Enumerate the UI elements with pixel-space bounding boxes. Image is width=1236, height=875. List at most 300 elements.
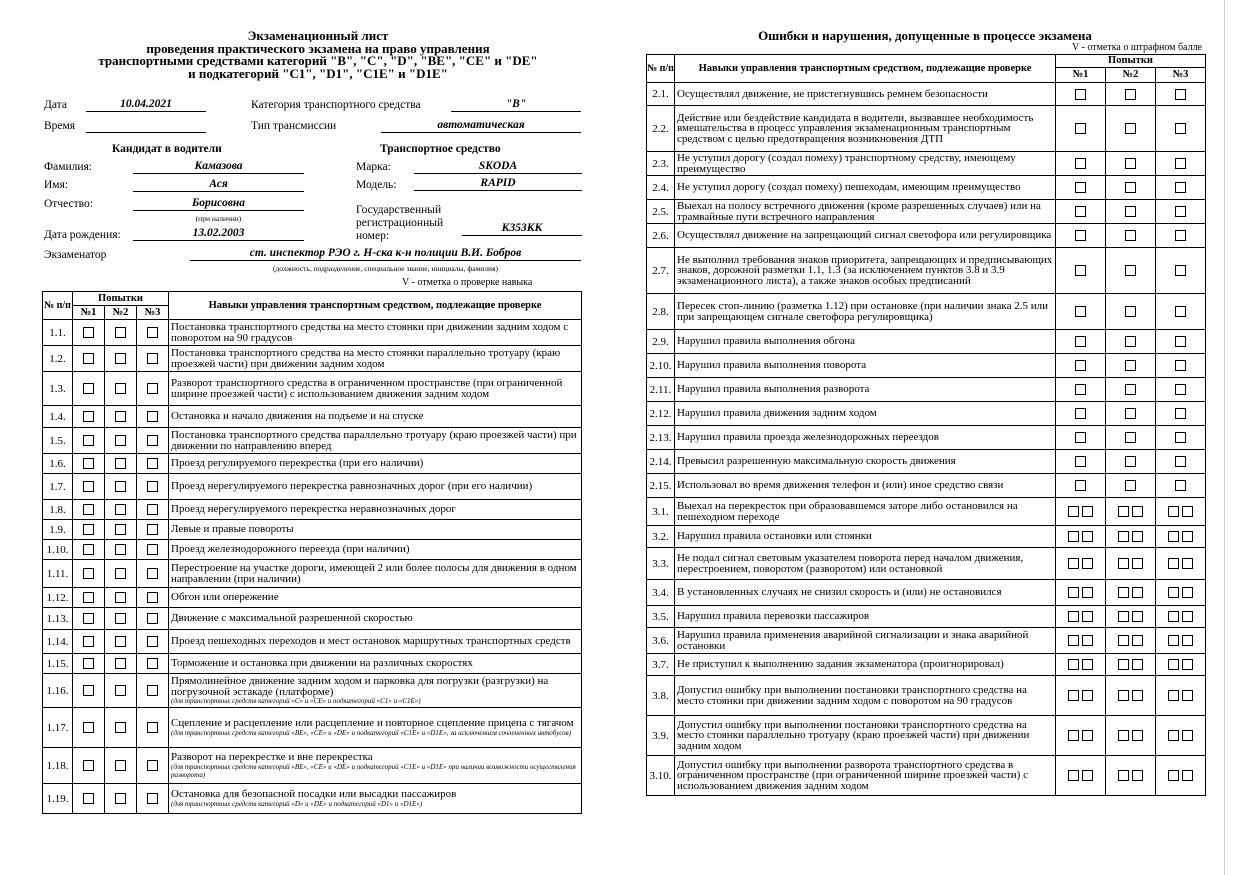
penalty-2-checkbox[interactable] [1132,558,1143,569]
error-text: Допустил ошибку при выполнении постановки транспортного средства на место стоянки при движении задним ходом с поворотом на 90 градусов [675,676,1056,716]
penalty-cell [1056,676,1106,716]
penalty-1-checkbox[interactable] [1075,360,1086,371]
brand-field[interactable]: SKODA [414,160,582,174]
penalty-1-checkbox[interactable] [1082,531,1093,542]
penalty-1-checkbox[interactable] [1082,770,1093,781]
attempt-3-checkbox[interactable] [147,353,158,364]
penalty-1-checkbox[interactable] [1075,182,1086,193]
error-text: Нарушил правила выполнения разворота [675,378,1056,402]
attempt-cell [105,588,137,608]
error-row [647,224,1206,248]
attempt-1-checkbox[interactable] [83,760,94,771]
penalty-cell [1156,580,1206,606]
penalty-2-checkbox[interactable] [1132,635,1143,646]
attempt-2-checkbox[interactable] [115,636,126,647]
penalty-3-checkbox[interactable] [1175,360,1186,371]
penalty-2-checkbox[interactable] [1118,587,1129,598]
penalty-2-checkbox[interactable] [1125,480,1136,491]
attempt-cell [137,560,169,588]
penalty-cell [1056,402,1106,426]
model-field[interactable]: RAPID [414,177,582,191]
skill-note: (для транспортных средств категорий «C» и «CE» и подкатегорий «C1» и «C1E») [171,697,421,705]
date-field[interactable]: 10.04.2021 [86,98,206,112]
attempt-3-checkbox[interactable] [147,544,158,555]
penalty-2-checkbox[interactable] [1132,659,1143,670]
penalty-cell [1106,106,1156,152]
penalty-3-checkbox[interactable] [1182,587,1193,598]
penalty-2-checkbox[interactable] [1125,456,1136,467]
penalty-1-checkbox[interactable] [1075,480,1086,491]
attempt-3-checkbox[interactable] [147,722,158,733]
attempt-2-checkbox[interactable] [115,481,126,492]
error-text: В установленных случаях не снизил скорость и (или) не остановился [675,580,1056,606]
attempt-3-checkbox[interactable] [147,327,158,338]
penalty-1-checkbox[interactable] [1068,659,1079,670]
penalty-cell [1156,450,1206,474]
penalty-2-checkbox[interactable] [1125,432,1136,443]
attempt-2-checkbox[interactable] [115,760,126,771]
error-row-number: 2.7. [647,248,675,294]
attempt-cell [105,748,137,784]
attempt-1-checkbox[interactable] [83,685,94,696]
penalty-2-checkbox[interactable] [1132,770,1143,781]
penalty-2-checkbox[interactable] [1125,408,1136,419]
penalty-3-checkbox[interactable] [1182,690,1193,701]
penalty-1-checkbox[interactable] [1082,690,1093,701]
penalty-cell [1156,176,1206,200]
penalty-1-checkbox[interactable] [1068,558,1079,569]
penalty-2-checkbox[interactable] [1132,730,1143,741]
attempt-cell [137,654,169,674]
penalty-2-checkbox[interactable] [1118,635,1129,646]
error-row-number: 2.6. [647,224,675,248]
patronymic-label: Отчество: [44,198,93,210]
penalty-1-checkbox[interactable] [1075,306,1086,317]
penalty-cell [1106,756,1156,796]
attempt-2-checkbox[interactable] [115,435,126,446]
penalty-3-checkbox[interactable] [1175,480,1186,491]
attempt-2-checkbox[interactable] [115,592,126,603]
attempt-1-checkbox[interactable] [83,613,94,624]
penalty-1-checkbox[interactable] [1082,558,1093,569]
penalty-3-checkbox[interactable] [1182,730,1193,741]
penalty-cell [1106,676,1156,716]
skill-cell [169,630,582,654]
penalty-1-checkbox[interactable] [1075,336,1086,347]
penalty-3-checkbox[interactable] [1175,123,1186,134]
penalty-3-checkbox[interactable] [1175,206,1186,217]
attempt-3-checkbox[interactable] [147,636,158,647]
attempt-3-checkbox[interactable] [147,568,158,579]
date-label: Дата [44,99,67,111]
penalty-1-checkbox[interactable] [1075,384,1086,395]
penalty-3-checkbox[interactable] [1182,770,1193,781]
attempt-2-checkbox[interactable] [115,411,126,422]
transmission-field[interactable]: автоматическая [381,119,581,133]
penalty-2-checkbox[interactable] [1132,611,1143,622]
attempt-1-checkbox[interactable] [83,793,94,804]
category-field[interactable]: "B" [451,98,581,112]
time-field[interactable] [86,119,206,133]
penalty-cell [1056,106,1106,152]
penalty-1-checkbox[interactable] [1075,123,1086,134]
col-attempt-3: №3 [137,306,169,320]
penalty-3-checkbox[interactable] [1175,432,1186,443]
attempt-cell [105,784,137,814]
attempt-cell [105,454,137,474]
penalty-3-checkbox[interactable] [1175,265,1186,276]
penalty-2-checkbox[interactable] [1125,360,1136,371]
attempt-1-checkbox[interactable] [83,481,94,492]
error-row [647,294,1206,330]
transmission-label: Тип трансмиссии [251,120,337,132]
penalty-3-checkbox[interactable] [1175,408,1186,419]
skill-text: Перестроение на участке дороги, имеющей 2 или более полосы для движения в одном направлении (при наличии) [171,562,577,585]
penalty-1-checkbox[interactable] [1082,730,1093,741]
penalty-1-checkbox[interactable] [1082,506,1093,517]
attempt-3-checkbox[interactable] [147,760,158,771]
error-row [647,654,1206,676]
penalty-3-checkbox[interactable] [1168,558,1179,569]
errors-title: Ошибки и нарушения, допущенные в процессе экзамена [758,28,1092,43]
errors-col-attempts-header: Попытки [1056,55,1206,68]
error-text: Выехал на полосу встречного движения (кроме разрешенных случаев) или на трамвайные пути встречного направления [675,200,1056,224]
attempt-cell [137,630,169,654]
penalty-1-checkbox[interactable] [1068,506,1079,517]
penalty-3-checkbox[interactable] [1175,182,1186,193]
penalty-1-checkbox[interactable] [1068,730,1079,741]
penalty-2-checkbox[interactable] [1132,506,1143,517]
penalty-1-checkbox[interactable] [1082,587,1093,598]
attempt-3-checkbox[interactable] [147,613,158,624]
penalty-3-checkbox[interactable] [1175,456,1186,467]
penalty-2-checkbox[interactable] [1125,230,1136,241]
penalty-cell [1156,548,1206,580]
row-number: 1.17. [43,708,73,748]
penalty-1-checkbox[interactable] [1075,158,1086,169]
penalty-1-checkbox[interactable] [1068,770,1079,781]
skill-row [43,608,582,630]
penalty-cell [1106,606,1156,628]
error-row [647,756,1206,796]
examiner-label: Экзаменатор [44,249,107,261]
attempt-cell [105,654,137,674]
penalty-1-checkbox[interactable] [1068,531,1079,542]
vehicle-section-title: Транспортное средство [380,143,501,155]
penalty-3-checkbox[interactable] [1168,611,1179,622]
penalty-3-checkbox[interactable] [1168,730,1179,741]
skill-cell [169,372,582,406]
attempt-2-checkbox[interactable] [115,568,126,579]
error-row [647,330,1206,354]
penalty-1-checkbox[interactable] [1068,690,1079,701]
attempt-cell [73,454,105,474]
error-text: Не уступил дорогу (создал помеху) пешеходам, имеющим преимущество [675,176,1056,200]
attempt-2-checkbox[interactable] [115,613,126,624]
penalty-1-checkbox[interactable] [1075,206,1086,217]
penalty-3-checkbox[interactable] [1182,506,1193,517]
surname-field[interactable]: Камазова [133,160,304,174]
regnum-field[interactable]: К353КК [462,222,582,236]
penalty-3-checkbox[interactable] [1175,384,1186,395]
attempt-2-checkbox[interactable] [115,685,126,696]
penalty-1-checkbox[interactable] [1068,587,1079,598]
attempt-2-checkbox[interactable] [115,504,126,515]
penalty-3-checkbox[interactable] [1168,506,1179,517]
attempt-1-checkbox[interactable] [83,383,94,394]
attempt-3-checkbox[interactable] [147,685,158,696]
skill-cell [169,560,582,588]
patronymic-field[interactable]: Борисовна [133,197,304,211]
penalty-cell [1056,200,1106,224]
attempt-3-checkbox[interactable] [147,524,158,535]
attempt-cell [105,608,137,630]
penalty-cell [1106,628,1156,654]
penalty-cell [1056,176,1106,200]
row-number: 1.9. [43,520,73,540]
penalty-3-checkbox[interactable] [1168,587,1179,598]
attempt-2-checkbox[interactable] [115,722,126,733]
skill-cell [169,654,582,674]
penalty-cell [1056,526,1106,548]
attempt-3-checkbox[interactable] [147,435,158,446]
attempt-1-checkbox[interactable] [83,411,94,422]
attempt-1-checkbox[interactable] [83,592,94,603]
skill-text: Проезд нерегулируемого перекрестка неравнозначных дорог [171,503,456,516]
penalty-3-checkbox[interactable] [1182,558,1193,569]
error-text: Нарушил правила движения задним ходом [675,402,1056,426]
penalty-3-checkbox[interactable] [1182,611,1193,622]
error-row [647,526,1206,548]
attempt-3-checkbox[interactable] [147,411,158,422]
penalty-1-checkbox[interactable] [1082,659,1093,670]
attempt-2-checkbox[interactable] [115,353,126,364]
attempt-cell [137,748,169,784]
penalty-2-checkbox[interactable] [1125,89,1136,100]
skill-cell [169,428,582,454]
error-row-number: 3.6. [647,628,675,654]
skill-cell [169,674,582,708]
penalty-3-checkbox[interactable] [1175,336,1186,347]
penalty-3-checkbox[interactable] [1182,635,1193,646]
error-row [647,402,1206,426]
examiner-field[interactable]: ст. инспектор РЭО г. Н-ска к-н полиции В.И. Бобров [190,247,581,261]
attempt-1-checkbox[interactable] [83,544,94,555]
attempt-3-checkbox[interactable] [147,592,158,603]
penalty-2-checkbox[interactable] [1125,265,1136,276]
attempt-3-checkbox[interactable] [147,658,158,669]
error-row-number: 2.10. [647,354,675,378]
penalty-2-checkbox[interactable] [1118,558,1129,569]
attempt-cell [73,560,105,588]
penalty-3-checkbox[interactable] [1175,89,1186,100]
error-text: Нарушил правила перевозки пассажиров [675,606,1056,628]
skill-cell [169,588,582,608]
penalty-cell [1156,248,1206,294]
error-text: Нарушил правила применения аварийной сигнализации и знака аварийной остановки [675,628,1056,654]
attempt-2-checkbox[interactable] [115,658,126,669]
penalty-1-checkbox[interactable] [1075,432,1086,443]
error-row-number: 2.5. [647,200,675,224]
penalty-3-checkbox[interactable] [1175,306,1186,317]
attempt-3-checkbox[interactable] [147,383,158,394]
skill-cell [169,320,582,346]
error-row [647,176,1206,200]
penalty-2-checkbox[interactable] [1125,158,1136,169]
error-row-number: 2.1. [647,83,675,106]
penalty-cell [1056,606,1106,628]
examiner-note: (должность, подразделение, специальное звание, инициалы, фамилия) [272,264,498,273]
row-number: 1.3. [43,372,73,406]
penalty-1-checkbox[interactable] [1075,89,1086,100]
attempt-cell [73,708,105,748]
attempt-3-checkbox[interactable] [147,793,158,804]
attempt-2-checkbox[interactable] [115,793,126,804]
penalty-3-checkbox[interactable] [1182,659,1193,670]
penalty-cell [1056,248,1106,294]
skill-note: (для транспортных средств категорий «D» и «DE» и подкатегорий «D1» и «D1E») [171,799,423,808]
penalty-2-checkbox[interactable] [1118,659,1129,670]
penalty-2-checkbox[interactable] [1125,384,1136,395]
penalty-3-checkbox[interactable] [1168,770,1179,781]
row-number: 1.13. [43,608,73,630]
penalty-cell [1056,83,1106,106]
penalty-cell [1106,526,1156,548]
penalty-1-checkbox[interactable] [1075,408,1086,419]
patronymic-note: (при наличии) [195,214,242,223]
attempt-1-checkbox[interactable] [83,458,94,469]
error-row [647,628,1206,654]
penalty-3-checkbox[interactable] [1168,531,1179,542]
errors-table [646,54,1206,796]
error-text: Осуществлял движение на запрещающий сигнал светофора или регулировщика [675,224,1056,248]
attempt-1-checkbox[interactable] [83,658,94,669]
penalty-3-checkbox[interactable] [1175,158,1186,169]
skill-row [43,588,582,608]
attempt-2-checkbox[interactable] [115,544,126,555]
attempt-cell [73,520,105,540]
penalty-1-checkbox[interactable] [1082,611,1093,622]
error-text: Нарушил правила остановки или стоянки [675,526,1056,548]
penalty-2-checkbox[interactable] [1132,531,1143,542]
error-text: Не уступил дорогу (создал помеху) транспортному средству, имеющему преимущество [675,152,1056,176]
error-text: Не приступил к выполнению задания экзаменатора (проигнорировал) [675,654,1056,676]
skill-cell [169,708,582,748]
row-number: 1.2. [43,346,73,372]
penalty-3-checkbox[interactable] [1168,659,1179,670]
penalty-cell [1056,224,1106,248]
name-field[interactable]: Ася [133,178,304,192]
penalty-2-checkbox[interactable] [1118,690,1129,701]
skill-note: (для транспортных средств категорий «BE», «CE» и «DE» и подкатегорий «C1E» и «D1E» при наличии возможности осуществления разворота) [171,762,576,779]
penalty-2-checkbox[interactable] [1132,587,1143,598]
penalty-cell [1106,83,1156,106]
attempt-2-checkbox[interactable] [115,327,126,338]
error-row-number: 2.8. [647,294,675,330]
attempt-1-checkbox[interactable] [83,504,94,515]
penalty-1-checkbox[interactable] [1068,611,1079,622]
penalty-2-checkbox[interactable] [1118,506,1129,517]
error-text: Допустил ошибку при выполнении разворота транспортного средства в ограниченном пространстве (при ограниченной ширине проезжей части) с использованием движения задним ходом [675,756,1056,796]
error-row-number: 3.2. [647,526,675,548]
penalty-cell [1156,654,1206,676]
penalty-1-checkbox[interactable] [1075,230,1086,241]
attempt-1-checkbox[interactable] [83,353,94,364]
penalty-2-checkbox[interactable] [1118,730,1129,741]
penalty-2-checkbox[interactable] [1125,182,1136,193]
penalty-cell [1156,426,1206,450]
attempt-1-checkbox[interactable] [83,568,94,579]
penalty-3-checkbox[interactable] [1175,230,1186,241]
attempt-3-checkbox[interactable] [147,504,158,515]
error-text: Выехал на перекресток при образовавшемся заторе либо остановился на пешеходном переходе [675,498,1056,526]
error-text: Нарушил правила проезда железнодорожных переездов [675,426,1056,450]
surname-label: Фамилия: [44,161,92,173]
penalty-1-checkbox[interactable] [1075,265,1086,276]
penalty-3-checkbox[interactable] [1168,690,1179,701]
attempt-1-checkbox[interactable] [83,435,94,446]
error-row [647,426,1206,450]
skill-text: Проезд нерегулируемого перекрестка равнозначных дорог (при его наличии) [171,480,533,493]
penalty-cell [1056,580,1106,606]
penalty-2-checkbox[interactable] [1132,690,1143,701]
attempt-3-checkbox[interactable] [147,481,158,492]
penalty-3-checkbox[interactable] [1168,635,1179,646]
skill-text: Постановка транспортного средства на место стоянки параллельно тротуару (краю проезжей части) при движении задним ходом [171,347,561,370]
penalty-cell [1056,498,1106,526]
penalty-2-checkbox[interactable] [1118,770,1129,781]
attempt-cell [105,372,137,406]
attempt-2-checkbox[interactable] [115,458,126,469]
attempt-cell [73,320,105,346]
attempt-2-checkbox[interactable] [115,383,126,394]
col-attempt-1: №1 [73,306,105,320]
penalty-2-checkbox[interactable] [1125,123,1136,134]
penalty-2-checkbox[interactable] [1118,611,1129,622]
dob-field[interactable]: 13.02.2003 [133,227,304,241]
attempt-cell [73,674,105,708]
error-row-number: 2.4. [647,176,675,200]
attempt-cell [137,784,169,814]
penalty-cell [1156,83,1206,106]
attempt-3-checkbox[interactable] [147,458,158,469]
penalty-cell [1056,628,1106,654]
skill-cell [169,474,582,500]
penalty-1-checkbox[interactable] [1082,635,1093,646]
dob-label: Дата рождения: [44,229,121,241]
row-number: 1.1. [43,320,73,346]
penalty-3-checkbox[interactable] [1182,531,1193,542]
row-number: 1.6. [43,454,73,474]
error-row-number: 3.1. [647,498,675,526]
attempt-1-checkbox[interactable] [83,327,94,338]
penalty-2-checkbox[interactable] [1125,306,1136,317]
penalty-1-checkbox[interactable] [1075,456,1086,467]
skill-row [43,372,582,406]
category-label: Категория транспортного средства [251,99,421,111]
attempt-1-checkbox[interactable] [83,636,94,647]
penalty-cell [1106,294,1156,330]
attempt-1-checkbox[interactable] [83,722,94,733]
attempt-2-checkbox[interactable] [115,524,126,535]
penalty-1-checkbox[interactable] [1068,635,1079,646]
penalty-2-checkbox[interactable] [1125,336,1136,347]
penalty-2-checkbox[interactable] [1125,206,1136,217]
attempt-cell [73,406,105,428]
penalty-2-checkbox[interactable] [1118,531,1129,542]
attempt-1-checkbox[interactable] [83,524,94,535]
attempt-cell [73,748,105,784]
